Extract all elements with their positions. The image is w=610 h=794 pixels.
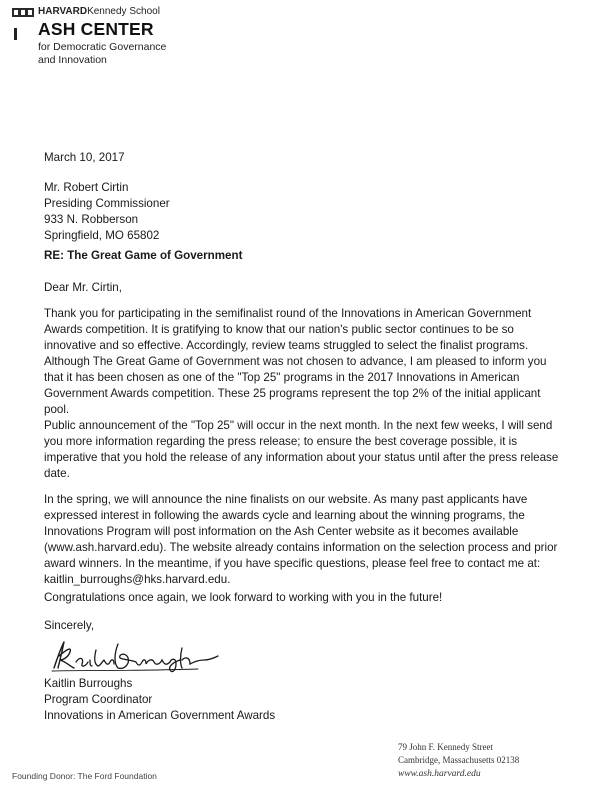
signer-name: Kaitlin Burroughs — [44, 677, 133, 690]
footer-website: www.ash.harvard.edu — [398, 769, 481, 779]
salutation: Dear Mr. Cirtin, — [44, 281, 122, 294]
footer-donor: Founding Donor: The Ford Foundation — [12, 771, 157, 781]
school-name-bold: HARVARD — [38, 6, 88, 17]
center-name: ASH CENTER — [38, 19, 154, 39]
letterhead-divider — [14, 28, 17, 40]
center-subtitle — [38, 41, 166, 67]
recipient-city: Springfield, MO 65802 — [44, 229, 160, 242]
signer-title: Program Coordinator — [44, 693, 153, 706]
body-paragraph-1: Thank you for participating in the semifinalist round of the Innovations in American Government Awards competition. It is gratifying to know that our nation's public sector continues to be so innovative and so effective. Accordingly, review teams struggled to select the finalist programs. Although The Great Game of Government was not chosen to advance, I am pleased to inform you that it has been chosen as one of the "Top 25" programs in the 2017 Innovations in American Government Awards competition. These 25 programs represent the top 2% of the initial applicant pool. — [44, 307, 547, 416]
letter-date: March 10, 2017 — [44, 151, 125, 164]
harvard-shield-logo — [12, 8, 34, 17]
signer-org: Innovations in American Government Awards — [44, 709, 276, 722]
body-paragraph-2: Public announcement of the "Top 25" will occur in the next month. In the next few weeks, I will send you more information regarding the press release; to ensure the best coverage possible, it is imperative that you hold the release of any information about your status until after the press release date. — [44, 419, 559, 480]
recipient-title: Presiding Commissioner — [44, 197, 170, 210]
center-subtitle-line1: for Democratic Governance — [38, 41, 167, 53]
school-name — [38, 6, 160, 18]
body-paragraph-4: Congratulations once again, we look forward to working with you in the future! — [44, 591, 443, 604]
recipient-street: 933 N. Robberson — [44, 213, 139, 226]
school-name-rest: Kennedy School — [87, 6, 160, 17]
center-subtitle-line2: and Innovation — [38, 54, 107, 66]
subject-line: RE: The Great Game of Government — [44, 249, 243, 262]
footer-address-line1: 79 John F. Kennedy Street — [398, 742, 494, 752]
footer-address-line2: Cambridge, Massachusetts 02138 — [398, 755, 520, 765]
recipient-name: Mr. Robert Cirtin — [44, 181, 129, 194]
body-paragraph-3: In the spring, we will announce the nine finalists on our website. As many past applicants have expressed interest in following the awards cycle and learning about the winning programs, the Innovations Program will post information on the Ash Center website as it becomes available (www.ash.harvard.edu). The website already contains information on the selection process and prior award winners. In the meantime, if you have specific questions, please feel free to contact me at: kaitlin_burroughs@hks.harvard.edu. — [44, 493, 558, 586]
closing: Sincerely, — [44, 619, 95, 632]
handwritten-signature — [48, 638, 223, 674]
